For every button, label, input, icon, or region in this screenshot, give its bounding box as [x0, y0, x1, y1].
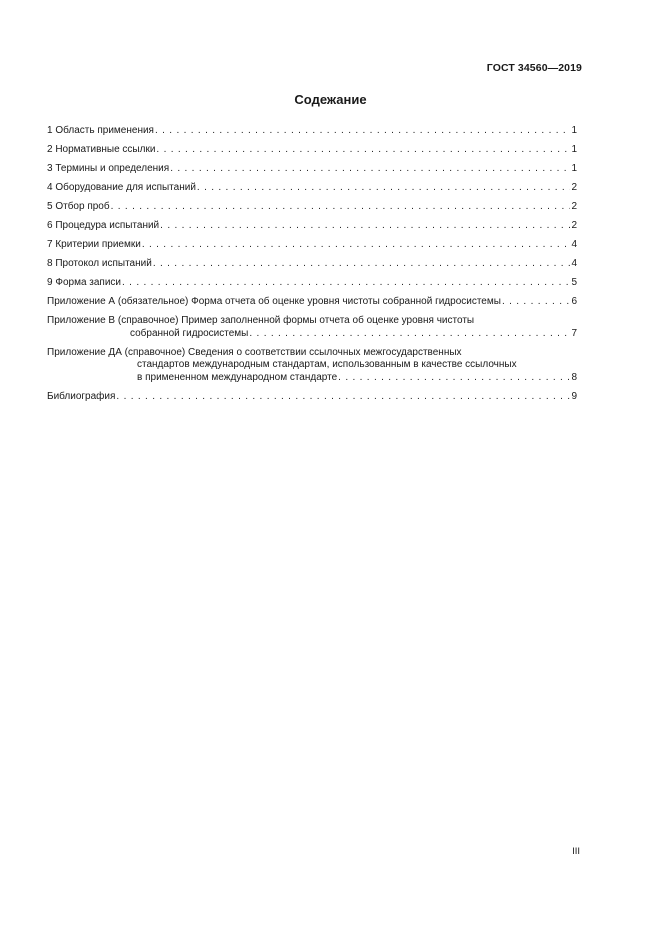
toc-entry-label: 7 Критерии приемки [47, 239, 141, 250]
toc-entry-appendix-da[interactable] [47, 347, 577, 385]
toc-entry-label: 1 Область применения [47, 125, 154, 136]
toc-entry-label: 3 Термины и определения [47, 163, 170, 174]
toc-entry-page: 4 [571, 239, 577, 250]
toc-entry-page: 6 [571, 296, 577, 307]
toc-entry-page: 2 [571, 220, 577, 231]
toc-entry-2[interactable] [47, 144, 577, 157]
toc-entry-appendix-b[interactable] [47, 315, 577, 340]
toc-entry-page: 8 [571, 371, 577, 383]
toc-entry-label: 6 Процедура испытаний [47, 220, 160, 231]
table-of-contents [47, 125, 577, 410]
toc-entry-page: 2 [571, 182, 577, 193]
toc-entry-label: Библиография [47, 390, 116, 402]
toc-entry-label-cont: стандартов международным стандартам, использованным в качестве ссылочных [137, 359, 517, 370]
toc-entry-label: 4 Оборудование для испытаний [47, 182, 196, 193]
toc-entry-page: 1 [571, 163, 577, 174]
document-code: ГОСТ 34560—2019 [486, 62, 582, 74]
toc-entry-1[interactable] [47, 125, 577, 138]
toc-entry-label-cont: в примененном международном стандарте [137, 371, 338, 383]
toc-entry-label: 8 Протокол испытаний [47, 258, 152, 269]
toc-entry-label-cont: собранной гидросистемы [130, 327, 249, 339]
toc-entry-6[interactable] [47, 220, 577, 233]
toc-entry-7[interactable] [47, 239, 577, 252]
toc-entry-label: Приложение А (обязательное) Форма отчета об оценке уровня чистоты собранной гидросистемы [47, 296, 501, 307]
toc-entry-3[interactable] [47, 163, 577, 176]
toc-entry-label: 9 Форма записи [47, 277, 122, 288]
page-number: III [572, 846, 580, 857]
toc-entry-page: 2 [571, 201, 577, 212]
toc-entry-9[interactable] [47, 277, 577, 290]
toc-entry-page: 9 [571, 390, 577, 402]
toc-entry-label: Приложение ДА (справочное) Сведения о соответствии ссылочных межгосударственных [47, 346, 462, 358]
toc-entry-page: 5 [571, 277, 577, 288]
toc-entry-label: 2 Нормативные ссылки [47, 144, 156, 155]
toc-entry-page: 4 [571, 258, 577, 269]
toc-entry-8[interactable] [47, 258, 577, 271]
toc-entry-appendix-a[interactable] [47, 296, 577, 309]
toc-entry-label: Приложение В (справочное) Пример заполненной формы отчета об оценке уровня чистоты [47, 315, 475, 326]
toc-entry-page: 1 [571, 125, 577, 136]
toc-entry-page: 7 [571, 327, 577, 339]
toc-entry-page: 1 [571, 144, 577, 155]
toc-entry-5[interactable] [47, 201, 577, 214]
toc-title: Содежание [294, 92, 367, 107]
toc-entry-label: 5 Отбор проб [47, 201, 110, 212]
toc-entry-4[interactable] [47, 182, 577, 195]
toc-entry-bibliography[interactable] [47, 391, 577, 404]
